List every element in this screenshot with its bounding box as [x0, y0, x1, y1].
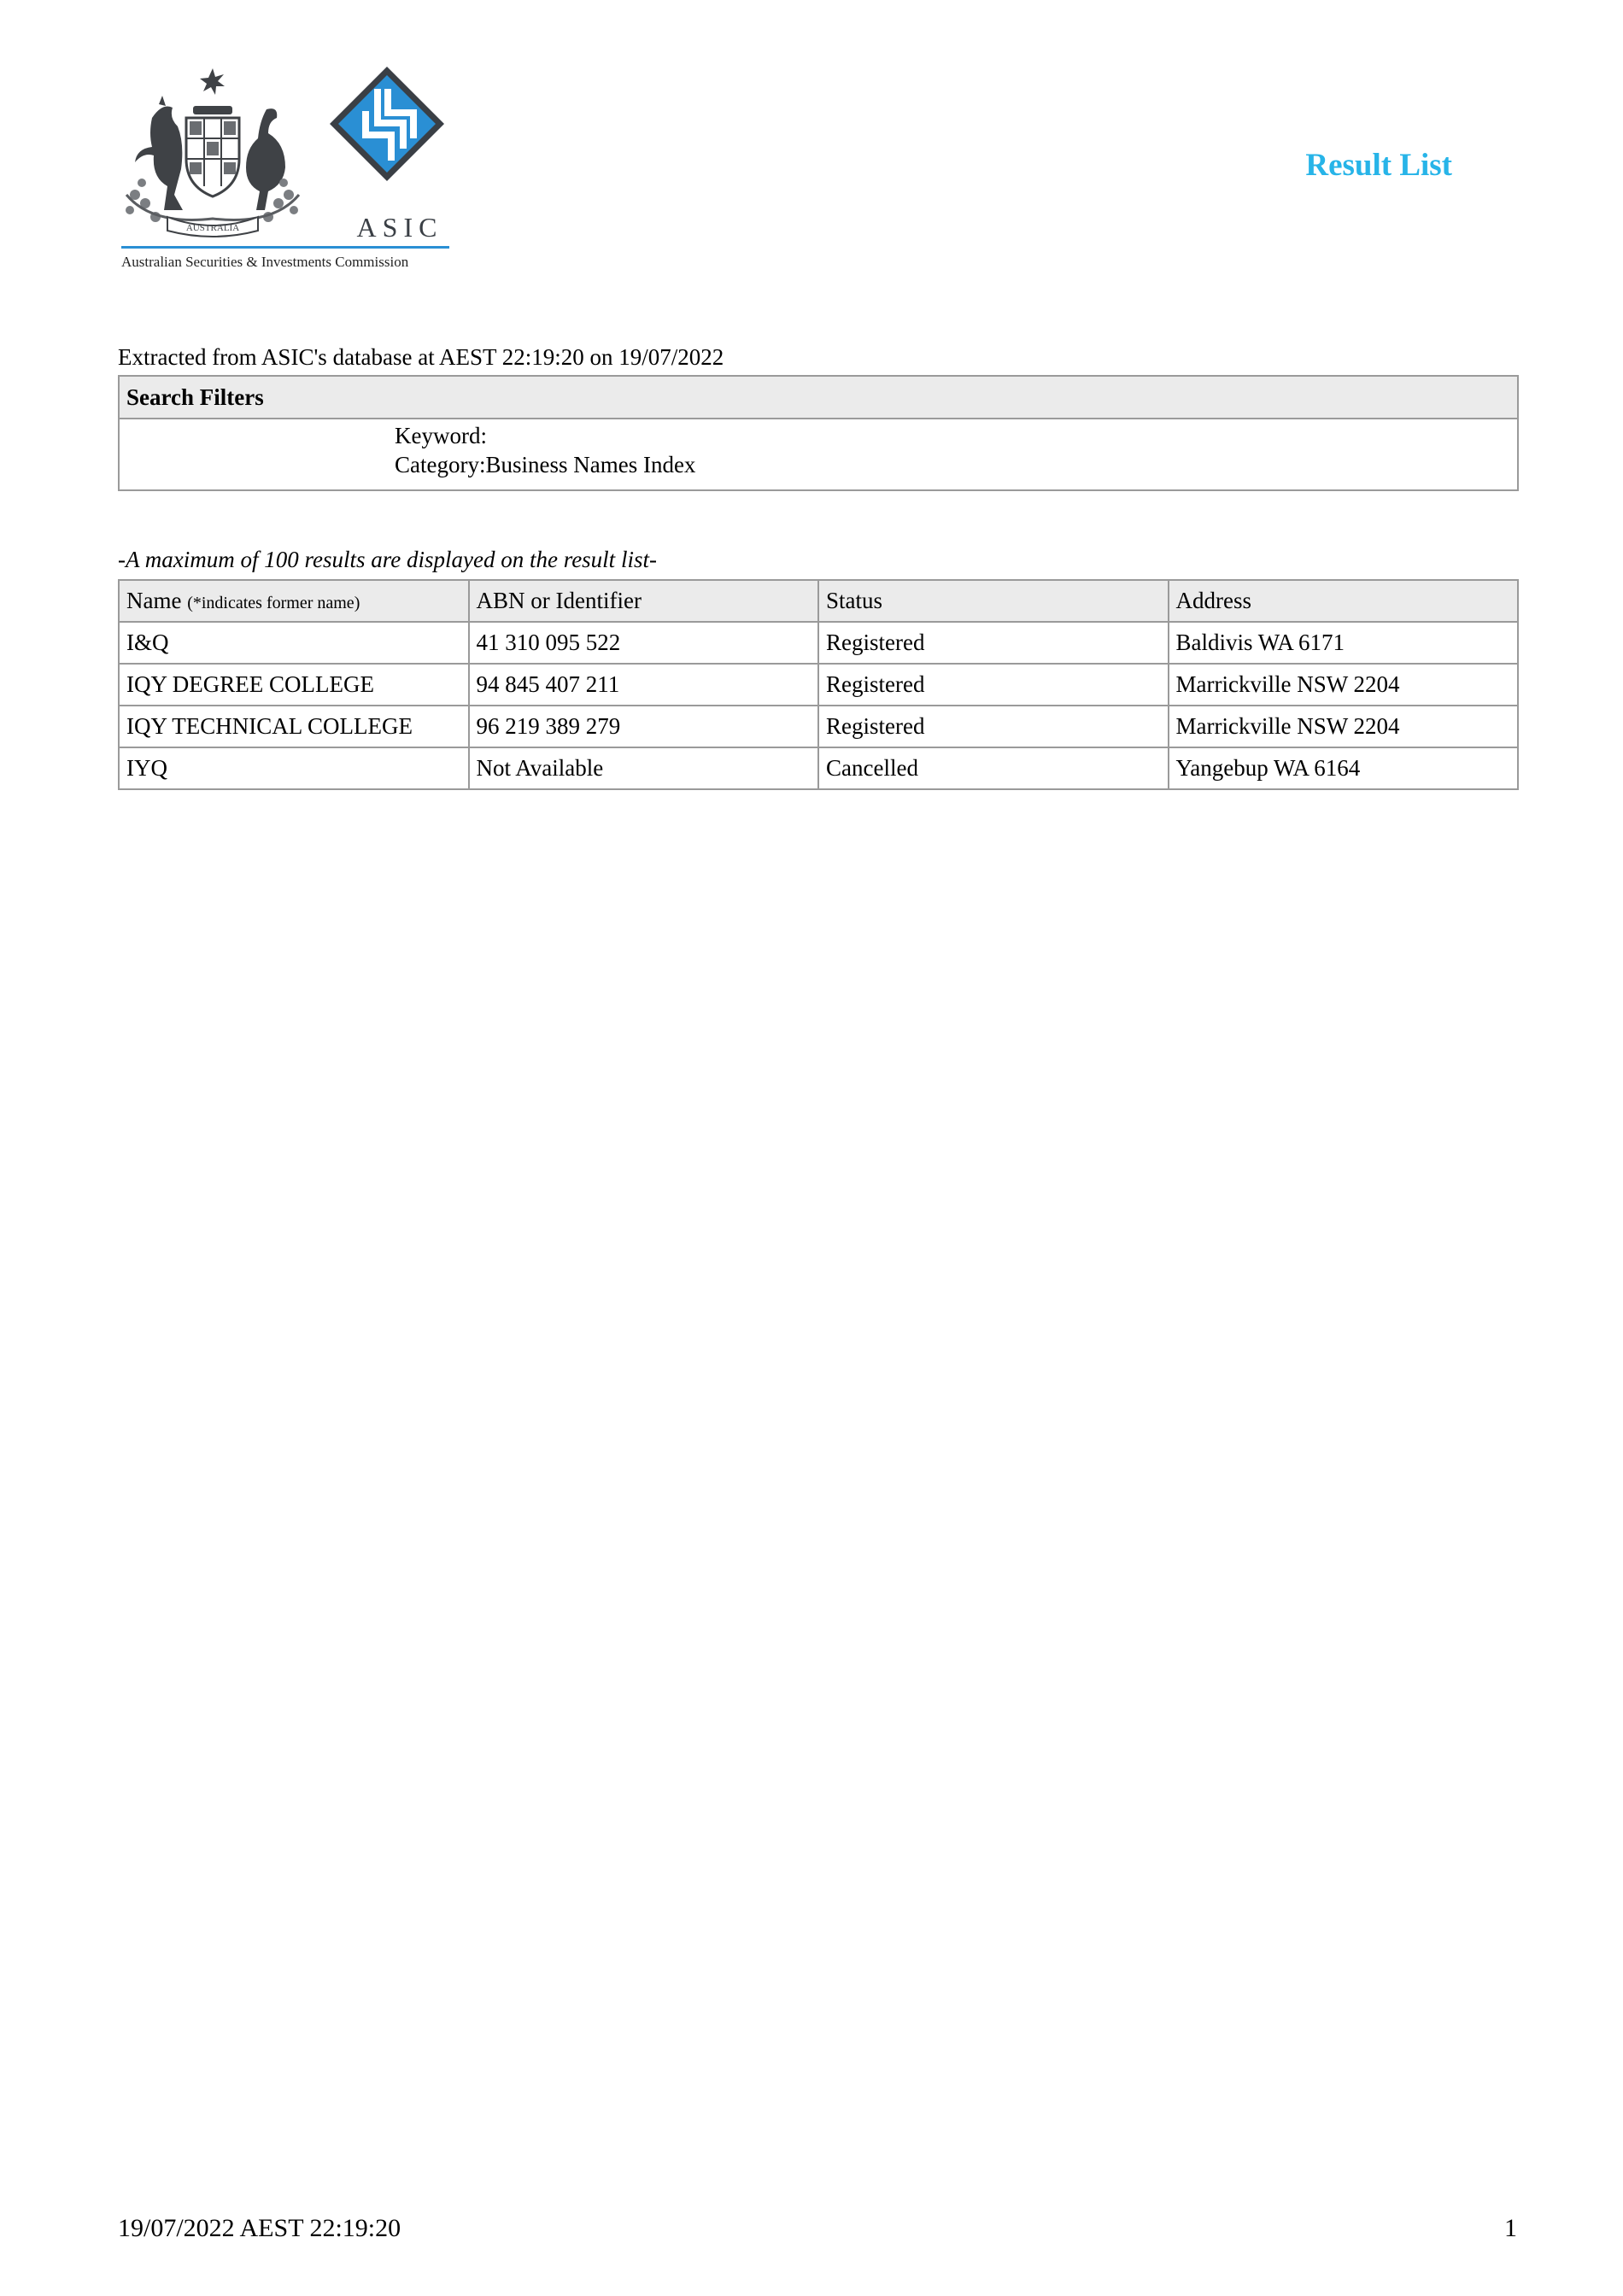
table-row	[119, 747, 1518, 789]
cell-address: Yangebup WA 6164	[1169, 747, 1519, 789]
page-title: Result List	[1305, 148, 1452, 183]
cell-abn: 94 845 407 211	[469, 664, 819, 706]
column-header-address: Address	[1169, 580, 1519, 622]
cell-status: Cancelled	[818, 747, 1169, 789]
table-row	[119, 664, 1518, 706]
results-table	[118, 579, 1519, 790]
cell-abn: Not Available	[469, 747, 819, 789]
cell-name: IYQ	[119, 747, 469, 789]
column-header-name-label: Name	[126, 588, 182, 613]
search-filters-body	[120, 419, 1517, 489]
cell-abn: 96 219 389 279	[469, 706, 819, 747]
page-number: 1	[1504, 2214, 1517, 2242]
cell-name: IQY DEGREE COLLEGE	[119, 664, 469, 706]
column-header-name-note: (*indicates former name)	[187, 594, 360, 612]
filter-category: Category:Business Names Index	[395, 452, 696, 477]
column-header-name	[119, 580, 469, 622]
cell-status: Registered	[818, 622, 1169, 664]
asic-logo	[118, 62, 453, 275]
footer-timestamp: 19/07/2022 AEST 22:19:20	[118, 2214, 401, 2242]
svg-text:AUSTRALIA: AUSTRALIA	[185, 223, 240, 233]
cell-status: Registered	[818, 706, 1169, 747]
cell-name: IQY TECHNICAL COLLEGE	[119, 706, 469, 747]
cell-address: Marrickville NSW 2204	[1169, 706, 1519, 747]
cell-address: Baldivis WA 6171	[1169, 622, 1519, 664]
max-results-note: -A maximum of 100 results are displayed on the result list-	[118, 547, 657, 572]
search-filters-heading: Search Filters	[120, 377, 1517, 419]
logo-underline	[121, 246, 449, 249]
logo-caption: Australian Securities & Investments Commission	[121, 254, 409, 270]
search-filters-box	[118, 375, 1519, 491]
table-header-row	[119, 580, 1518, 622]
cell-name: I&Q	[119, 622, 469, 664]
cell-address: Marrickville NSW 2204	[1169, 664, 1519, 706]
coat-of-arms-icon	[118, 67, 308, 243]
filter-keyword: Keyword:	[395, 423, 487, 448]
asic-wordmark: ASIC	[356, 212, 443, 243]
cell-abn: 41 310 095 522	[469, 622, 819, 664]
asic-diamond-icon	[328, 65, 446, 183]
extract-note: Extracted from ASIC's database at AEST 22:19:20 on 19/07/2022	[118, 344, 724, 370]
table-row	[119, 706, 1518, 747]
table-row	[119, 622, 1518, 664]
column-header-abn: ABN or Identifier	[469, 580, 819, 622]
column-header-status: Status	[818, 580, 1169, 622]
cell-status: Registered	[818, 664, 1169, 706]
